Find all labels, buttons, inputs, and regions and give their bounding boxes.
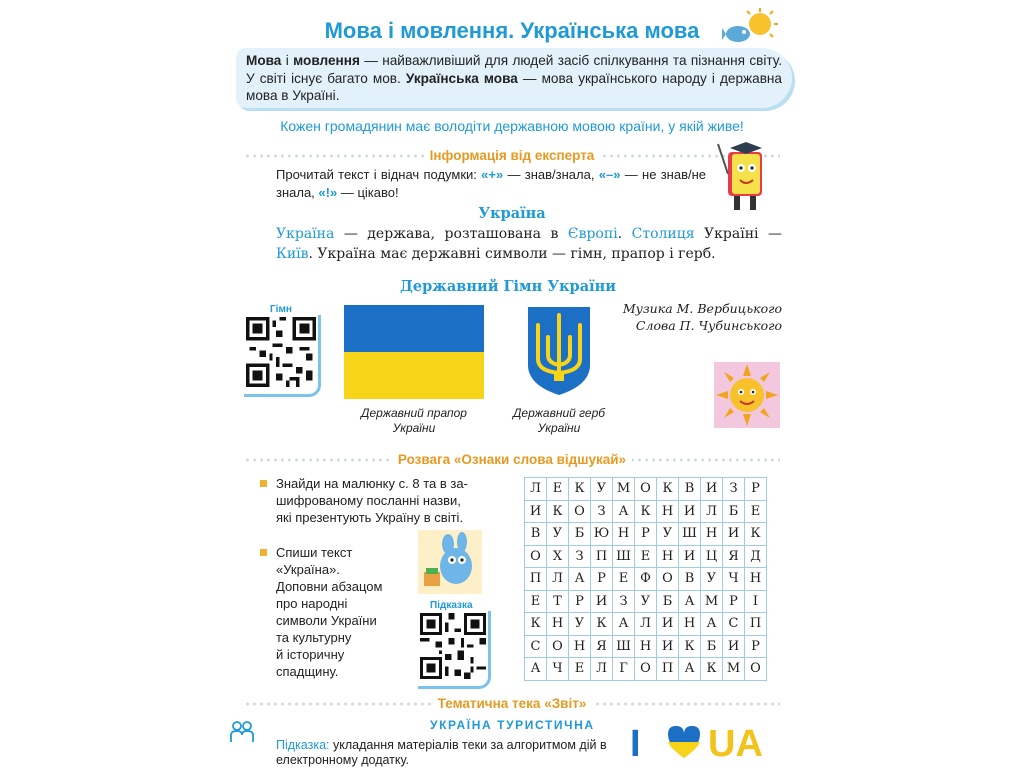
grid-cell: Р (569, 590, 591, 613)
grid-cell: Н (745, 568, 767, 591)
grid-cell: Н (657, 545, 679, 568)
grid-cell: О (635, 658, 657, 681)
grid-cell: С (723, 613, 745, 636)
grid-cell: Е (547, 478, 569, 501)
grid-cell: И (679, 545, 701, 568)
grid-cell: К (657, 478, 679, 501)
grid-cell: Р (745, 635, 767, 658)
grid-cell: О (745, 658, 767, 681)
grid-cell: Б (701, 635, 723, 658)
grid-cell: Н (701, 523, 723, 546)
task-1-line-1: Знайди на малюнку с. 8 та в за- (276, 476, 468, 491)
bullet-icon (260, 549, 267, 556)
word-search-grid (524, 477, 767, 681)
task-2-line-3: Доповни абзацом (276, 579, 383, 594)
ukraine-paragraph: Україна — держава, розташована в Європі. Столиця Україні — Київ. Україна має державні символи — гімн, прапор і герб. (276, 226, 782, 262)
grid-cell: П (657, 658, 679, 681)
grid-cell: И (525, 500, 547, 523)
bullet-icon (260, 480, 267, 487)
grid-cell: Я (591, 635, 613, 658)
grid-cell: Б (723, 500, 745, 523)
grid-cell: О (569, 500, 591, 523)
ukraine-heading: Україна (478, 205, 546, 222)
grid-cell: З (613, 590, 635, 613)
grid-cell: Ш (679, 523, 701, 546)
grid-cell: О (657, 568, 679, 591)
grid-cell: Л (547, 568, 569, 591)
task-2-line-2: «Україна». (276, 562, 340, 577)
definition-text: Мова і мовлення — найважливіший для людей засіб спілкування та пізнання світу. У світі існує багато мов. Українська мова — мова українського народу і державна мова в Україні. (246, 53, 782, 103)
anthem-qr-label: Гімн (270, 304, 292, 315)
grid-cell: Н (547, 613, 569, 636)
grid-cell: Ш (613, 545, 635, 568)
grid-cell: К (547, 500, 569, 523)
grid-cell: У (591, 478, 613, 501)
helper-character-illustration (418, 530, 482, 594)
grid-cell: У (657, 523, 679, 546)
grid-row (525, 500, 767, 523)
grid-cell: И (657, 613, 679, 636)
grid-cell: К (525, 613, 547, 636)
motto: Кожен громадянин має володіти державною мовою країни, у якій живе! (280, 118, 744, 134)
grid-cell: К (701, 658, 723, 681)
svg-text:UA: UA (708, 723, 763, 762)
grid-cell: И (679, 500, 701, 523)
grid-cell: Л (635, 613, 657, 636)
grid-cell: Н (613, 523, 635, 546)
task-2-line-5: символи України (276, 613, 377, 628)
grid-row (525, 590, 767, 613)
grid-cell: Д (745, 545, 767, 568)
task-2-line-7: й історичну (276, 647, 345, 662)
grid-cell: А (613, 613, 635, 636)
grid-cell: Е (613, 568, 635, 591)
grid-cell: М (701, 590, 723, 613)
task-2-line-6: та культурну (276, 630, 352, 645)
ukraine-flag (344, 305, 484, 399)
children-icon (228, 718, 256, 746)
grid-cell: О (525, 545, 547, 568)
grid-cell: П (591, 545, 613, 568)
anthem-qr-block[interactable] (244, 304, 321, 397)
definition-box (236, 48, 792, 108)
grid-cell: Н (679, 613, 701, 636)
grid-cell: І (745, 590, 767, 613)
grid-cell: Х (547, 545, 569, 568)
section-heading-expert: Інформація від експерта (244, 146, 780, 166)
task-2-line-8: спадщину. (276, 664, 339, 679)
grid-cell: Ч (547, 658, 569, 681)
qr-code-icon (246, 317, 316, 387)
svg-text:I: I (630, 723, 641, 762)
grid-cell: Б (569, 523, 591, 546)
grid-cell: Л (525, 478, 547, 501)
grid-cell: И (701, 478, 723, 501)
grid-cell: Н (635, 635, 657, 658)
folder-subtitle: УКРАЇНА ТУРИСТИЧНА (430, 718, 595, 732)
grid-cell: К (745, 523, 767, 546)
grid-row (525, 635, 767, 658)
grid-cell: Ш (613, 635, 635, 658)
anthem-words-credit: Слова П. Чубинського (635, 318, 782, 333)
grid-row (525, 658, 767, 681)
page-title: Мова і мовлення. Українська мова (324, 18, 700, 43)
grid-cell: Н (569, 635, 591, 658)
grid-cell: О (635, 478, 657, 501)
grid-cell: В (679, 478, 701, 501)
grid-cell: Р (635, 523, 657, 546)
task-2-line-4: про народні (276, 596, 348, 611)
grid-cell: К (635, 500, 657, 523)
hint-qr-code[interactable] (418, 611, 491, 689)
grid-cell: З (723, 478, 745, 501)
anthem-credits (596, 300, 782, 334)
grid-cell: М (613, 478, 635, 501)
grid-cell: У (635, 590, 657, 613)
section-heading-game: Розвага «Ознаки слова відшукай» (244, 450, 780, 470)
grid-row (525, 523, 767, 546)
sun-character-illustration (714, 362, 780, 428)
grid-cell: В (525, 523, 547, 546)
grid-cell: И (723, 635, 745, 658)
grid-row (525, 545, 767, 568)
grid-cell: А (525, 658, 547, 681)
grid-cell: А (679, 590, 701, 613)
qr-code-icon (420, 613, 486, 679)
grid-cell: З (591, 500, 613, 523)
sun-and-fish-illustration (722, 6, 780, 50)
grid-cell: Е (745, 500, 767, 523)
i-love-ua-logo (628, 722, 782, 762)
grid-cell: Н (657, 500, 679, 523)
grid-cell: Ю (591, 523, 613, 546)
grid-cell: К (569, 478, 591, 501)
grid-cell: Е (569, 658, 591, 681)
grid-cell: А (569, 568, 591, 591)
grid-cell: П (745, 613, 767, 636)
section-heading-folder: Тематична тека «Звіт» (244, 694, 780, 714)
grid-row (525, 478, 767, 501)
grid-row (525, 613, 767, 636)
grid-cell: К (591, 613, 613, 636)
grid-cell: З (569, 545, 591, 568)
grid-cell: Ф (635, 568, 657, 591)
grid-cell: Л (591, 658, 613, 681)
expert-instruction: Прочитай текст і віднач подумки: «+» — знав/знала, «–» — не знав/не знала, «!» — цікаво! (276, 167, 706, 200)
task-1-line-2: шифрованому посланні назви, (276, 493, 461, 508)
grid-cell: Г (613, 658, 635, 681)
grid-cell: Р (591, 568, 613, 591)
grid-cell: У (547, 523, 569, 546)
coat-caption: Державний герб України (512, 406, 606, 435)
flag-caption: Державний прапор України (361, 406, 467, 435)
grid-cell: У (569, 613, 591, 636)
task-2-line-1: Спиши текст (276, 545, 353, 560)
grid-cell: А (679, 658, 701, 681)
grid-cell: И (723, 523, 745, 546)
grid-row (525, 568, 767, 591)
grid-cell: П (525, 568, 547, 591)
grid-cell: К (679, 635, 701, 658)
grid-cell: В (679, 568, 701, 591)
task-1 (260, 475, 510, 526)
ukraine-coat-of-arms (524, 303, 594, 397)
grid-cell: И (657, 635, 679, 658)
anthem-music-credit: Музика М. Вербицького (622, 301, 782, 316)
hint-qr-block[interactable] (418, 600, 491, 689)
grid-cell: Л (701, 500, 723, 523)
grid-cell: У (701, 568, 723, 591)
grid-cell: Е (525, 590, 547, 613)
grid-cell: Р (745, 478, 767, 501)
task-2 (260, 544, 410, 680)
task-1-line-3: які презентують Україну в світі. (276, 510, 464, 525)
folder-hint: Підказка: укладання матеріалів теки за алгоритмом дій в електронному додатку. (276, 738, 607, 767)
grid-cell: А (701, 613, 723, 636)
anthem-heading: Державний Гімн України (400, 278, 616, 295)
grid-cell: И (591, 590, 613, 613)
grid-cell: О (547, 635, 569, 658)
grid-cell: М (723, 658, 745, 681)
grid-cell: Б (657, 590, 679, 613)
grid-cell: Ц (701, 545, 723, 568)
grid-cell: Е (635, 545, 657, 568)
grid-cell: А (613, 500, 635, 523)
anthem-qr-code[interactable] (244, 315, 321, 397)
grid-cell: Ч (723, 568, 745, 591)
grid-cell: Р (723, 590, 745, 613)
grid-cell: Я (723, 545, 745, 568)
grid-cell: Т (547, 590, 569, 613)
hint-qr-label: Підказка (430, 600, 473, 611)
grid-cell: С (525, 635, 547, 658)
